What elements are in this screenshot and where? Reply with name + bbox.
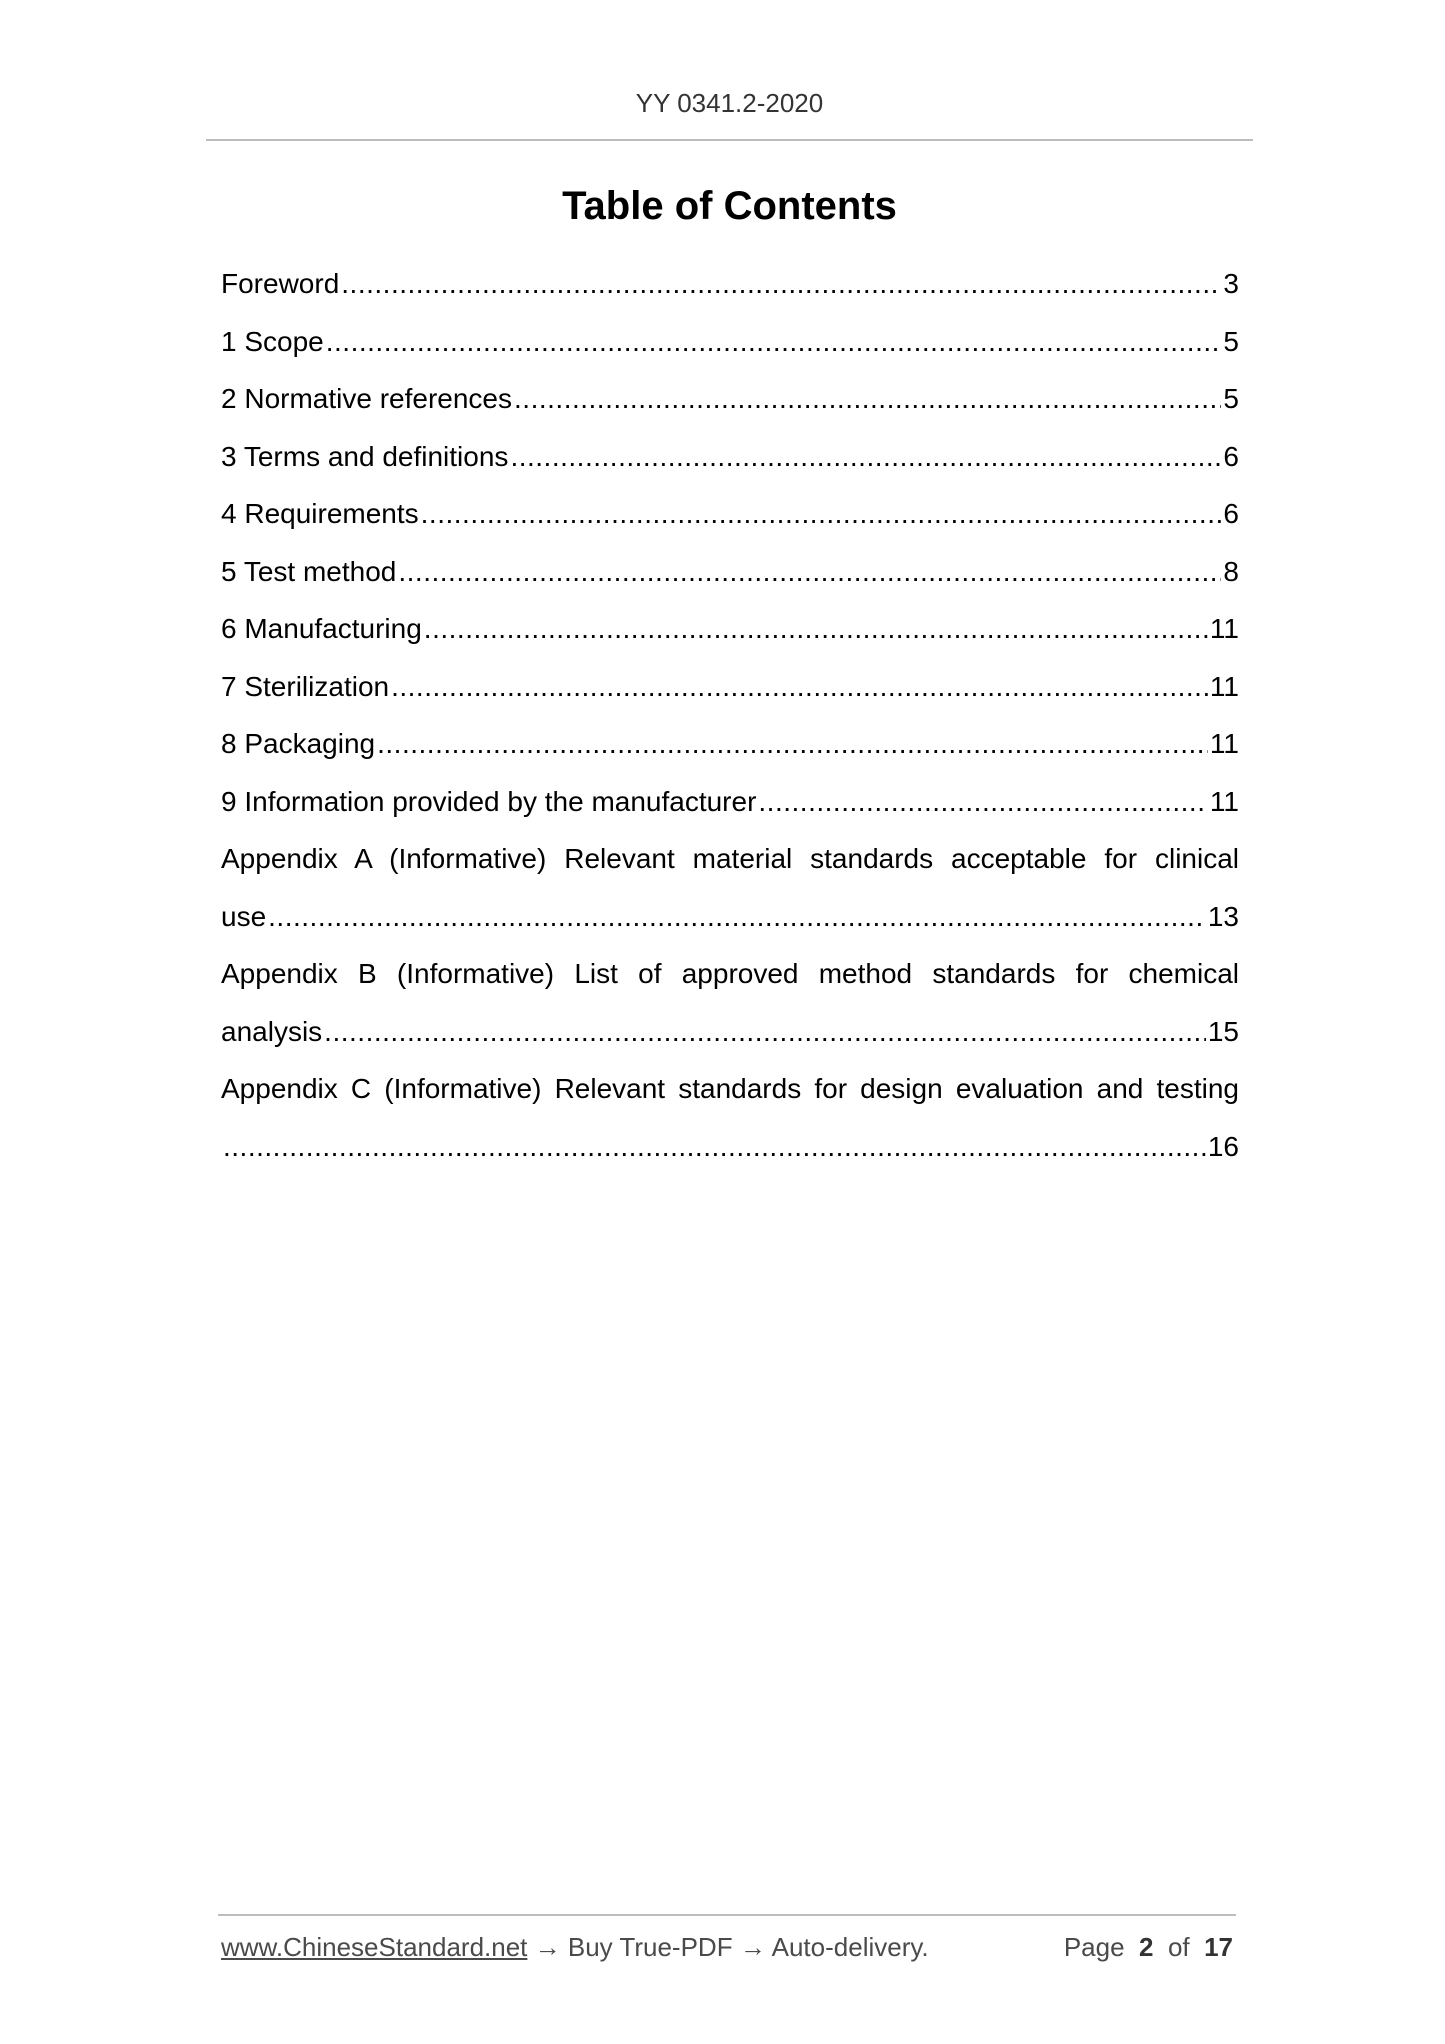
- dot-leader: [510, 428, 1221, 486]
- toc-entry-label: Appendix B (Informative) List of approved method standards for chemical: [221, 958, 1239, 989]
- dot-leader: [424, 600, 1208, 658]
- toc-entry-label: 5 Test method: [221, 555, 397, 587]
- toc-page-number: 5: [1223, 325, 1239, 357]
- toc-entry-label: Foreword: [221, 268, 340, 299]
- toc-entry-label-continued: analysis: [221, 1015, 323, 1047]
- toc-entry-label-continued: use: [221, 900, 267, 932]
- toc-entry-manufacturing[interactable]: [221, 600, 1239, 658]
- toc-entry-label: 7 Sterilization: [221, 670, 390, 702]
- dot-leader: [223, 1118, 1206, 1176]
- dot-leader: [514, 370, 1221, 428]
- website-link[interactable]: www.ChineseStandard.net: [221, 1932, 528, 1962]
- toc-entry-requirements[interactable]: [221, 485, 1239, 543]
- toc-page-number: 11: [1209, 670, 1239, 702]
- toc-entry-label: 6 Manufacturing: [221, 613, 422, 644]
- dot-leader: [341, 255, 1221, 313]
- toc-page-number: 3: [1223, 268, 1239, 299]
- toc-entry-appendix-a[interactable]: [221, 830, 1239, 945]
- page-counter: [1064, 1932, 1233, 1963]
- total-pages: 17: [1204, 1932, 1233, 1962]
- toc-page-number: 11: [1209, 728, 1239, 759]
- toc-page-number: 16: [1207, 1130, 1239, 1162]
- document-id-header: YY 0341.2-2020: [635, 88, 824, 118]
- toc-entry-packaging[interactable]: [221, 715, 1239, 773]
- of-label: of: [1167, 1932, 1190, 1962]
- toc-page-number: 8: [1223, 555, 1239, 587]
- toc-entry-label: 4 Requirements: [221, 498, 419, 529]
- header-divider: [206, 139, 1253, 141]
- toc-entry-appendix-c[interactable]: [221, 1060, 1239, 1175]
- footer-divider: [218, 1914, 1236, 1916]
- toc-entry-label: 3 Terms and definitions: [221, 440, 509, 472]
- toc-entry-label: 2 Normative references: [221, 383, 513, 414]
- current-page-number: 2: [1139, 1932, 1154, 1962]
- toc-page-number: 5: [1223, 383, 1239, 414]
- toc-entry-test-method[interactable]: [221, 543, 1239, 601]
- footer-promo: [221, 1932, 929, 1963]
- toc-entry-label: Appendix A (Informative) Relevant material standards acceptable for clinical: [221, 843, 1239, 874]
- toc-entry-label: 9 Information provided by the manufacturer: [221, 785, 757, 817]
- toc-entry-sterilization[interactable]: [221, 658, 1239, 716]
- page-label: Page: [1063, 1932, 1125, 1962]
- page-title: Table of Contents: [562, 184, 897, 228]
- toc-entry-normative-references[interactable]: [221, 370, 1239, 428]
- toc-entry-foreword[interactable]: [221, 255, 1239, 313]
- dot-leader: [326, 313, 1222, 371]
- dot-leader: [421, 485, 1222, 543]
- toc-page-number: 6: [1223, 440, 1239, 472]
- toc-page-number: 6: [1223, 498, 1239, 529]
- toc-page-number: 15: [1207, 1015, 1239, 1047]
- dot-leader: [398, 543, 1221, 601]
- toc-page-number: 11: [1209, 613, 1239, 644]
- toc-entry-information[interactable]: [221, 773, 1239, 831]
- toc-page-number: 13: [1207, 900, 1239, 932]
- page-footer: [221, 1932, 1233, 1963]
- dot-leader: [377, 715, 1208, 773]
- toc-entry-scope[interactable]: [221, 313, 1239, 371]
- arrow-right-icon: →: [739, 1932, 766, 1962]
- table-of-contents: [221, 255, 1239, 1175]
- dot-leader: [324, 1003, 1206, 1061]
- delivery-text: Auto-delivery.: [771, 1932, 929, 1962]
- dot-leader: [268, 888, 1206, 946]
- arrow-right-icon: →: [534, 1932, 561, 1962]
- toc-page-number: 11: [1209, 785, 1239, 817]
- buy-text: Buy True-PDF: [567, 1932, 733, 1962]
- toc-entry-label: 8 Packaging: [221, 728, 376, 759]
- dot-leader: [758, 773, 1208, 831]
- toc-entry-appendix-b[interactable]: [221, 945, 1239, 1060]
- dot-leader: [391, 658, 1208, 716]
- toc-entry-label: 1 Scope: [221, 325, 324, 357]
- toc-entry-terms-definitions[interactable]: [221, 428, 1239, 486]
- toc-entry-label: Appendix C (Informative) Relevant standards for design evaluation and testing: [221, 1073, 1239, 1104]
